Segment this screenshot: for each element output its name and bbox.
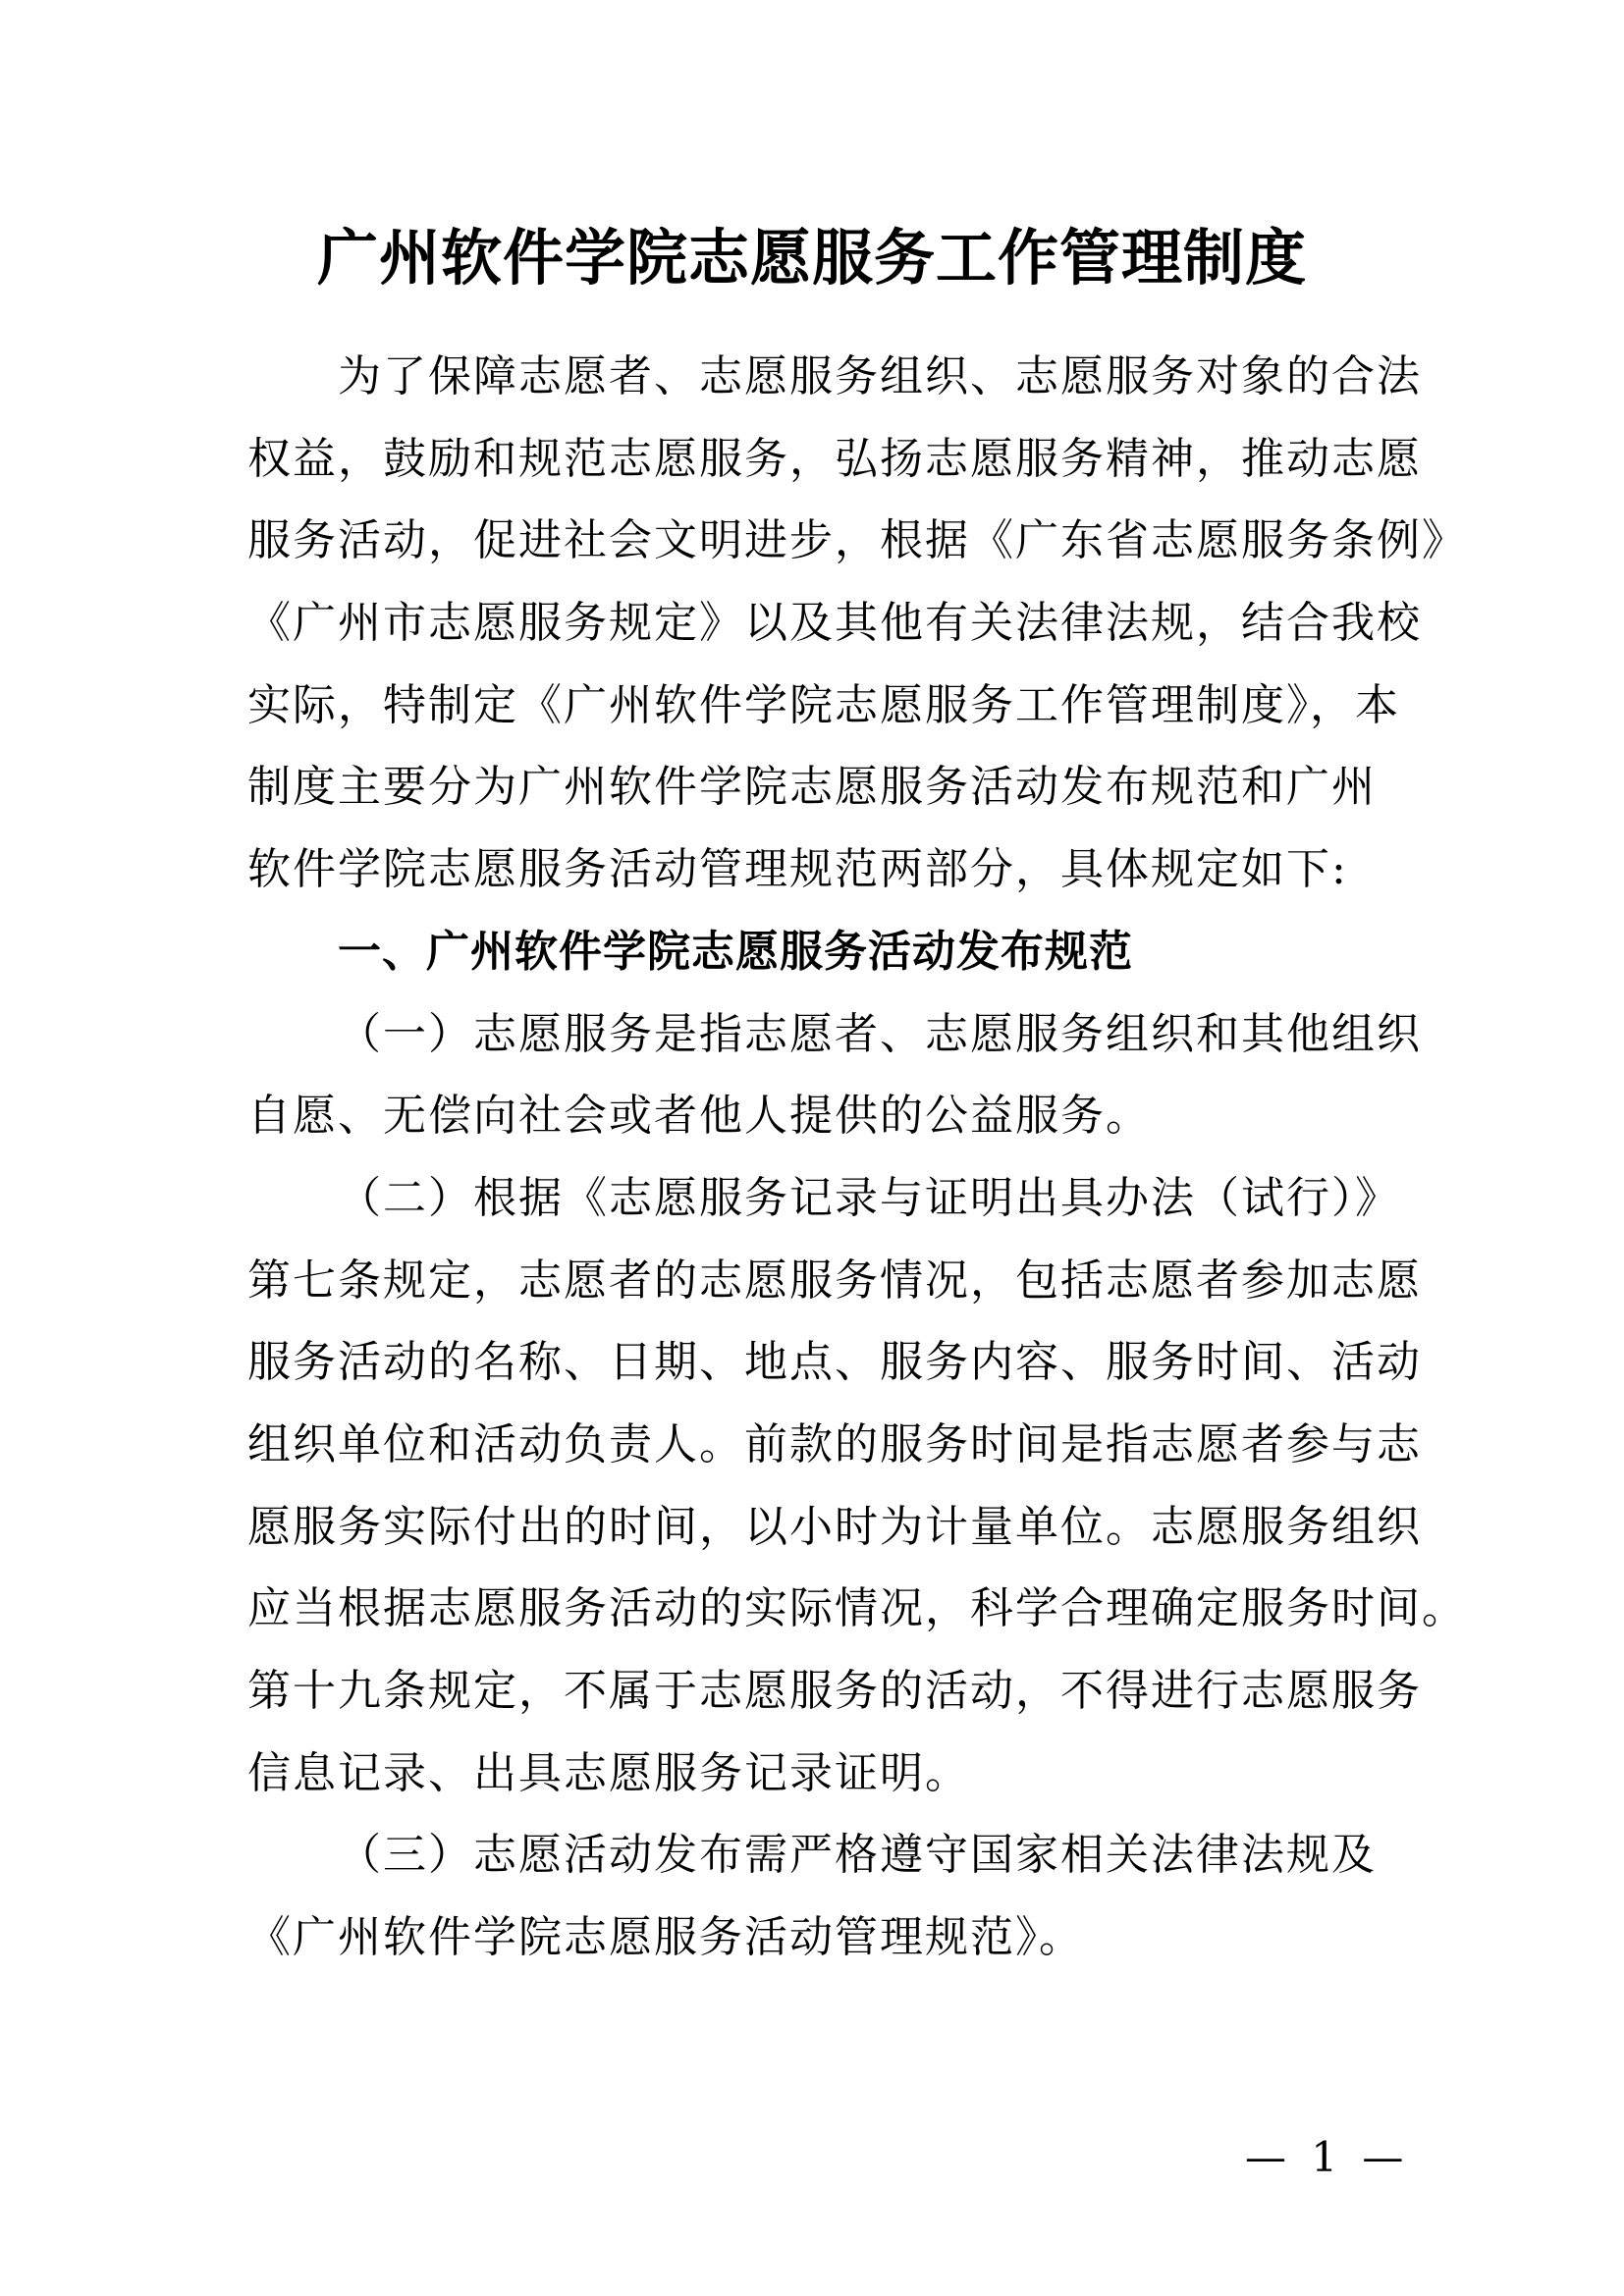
paragraph-line: （三）志愿活动发布需严格遵守国家相关法律法规及 xyxy=(338,1830,1377,1881)
paragraph-line: 软件学院志愿服务活动管理规范两部分，具体规定如下: xyxy=(247,844,1348,895)
paragraph-line: 组织单位和活动负责人。前款的服务时间是指志愿者参与志 xyxy=(247,1418,1422,1469)
paragraph-line: 《广州市志愿服务规定》以及其他有关法律法规，结合我校 xyxy=(247,598,1422,649)
paragraph-line: （二）根据《志愿服务记录与证明出具办法（试行）》 xyxy=(338,1172,1400,1223)
paragraph-line: 实际，特制定《广州软件学院志愿服务工作管理制度》，本 xyxy=(247,679,1400,730)
paragraph-line: 第十九条规定，不属于志愿服务的活动，不得进行志愿服务 xyxy=(247,1666,1422,1716)
document-title: 广州软件学院志愿服务工作管理制度 xyxy=(316,222,1307,294)
paragraph-line: 权益，鼓励和规范志愿服务，弘扬志愿服务精神，推动志愿 xyxy=(247,433,1422,484)
paragraph-line: 服务活动的名称、日期、地点、服务内容、服务时间、活动 xyxy=(247,1337,1422,1388)
paragraph-line: （一）志愿服务是指志愿者、志愿服务组织和其他组织 xyxy=(338,1008,1422,1059)
section-heading: 一、广州软件学院志愿服务活动发布规范 xyxy=(338,926,1133,977)
paragraph-line: 信息记录、出具志愿服务记录证明。 xyxy=(247,1747,970,1798)
paragraph-line: 愿服务实际付出的时间，以小时为计量单位。志愿服务组织 xyxy=(247,1501,1422,1552)
paragraph-line: 制度主要分为广州软件学院志愿服务活动发布规范和广州 xyxy=(247,762,1377,813)
page-number: — 1 — xyxy=(1245,2133,1410,2181)
paragraph-line: 第七条规定，志愿者的志愿服务情况，包括志愿者参加志愿 xyxy=(247,1255,1422,1306)
paragraph-line: 应当根据志愿服务活动的实际情况，科学合理确定服务时间。 xyxy=(247,1583,1467,1634)
paragraph-line: 服务活动，促进社会文明进步，根据《广东省志愿服务条例》 xyxy=(247,515,1467,566)
paragraph-line: 《广州软件学院志愿服务活动管理规范》。 xyxy=(247,1912,1084,1963)
paragraph-line: 为了保障志愿者、志愿服务组织、志愿服务对象的合法 xyxy=(338,351,1422,401)
paragraph-line: 自愿、无偿向社会或者他人提供的公益服务。 xyxy=(247,1091,1151,1142)
document-body xyxy=(247,336,1467,1979)
